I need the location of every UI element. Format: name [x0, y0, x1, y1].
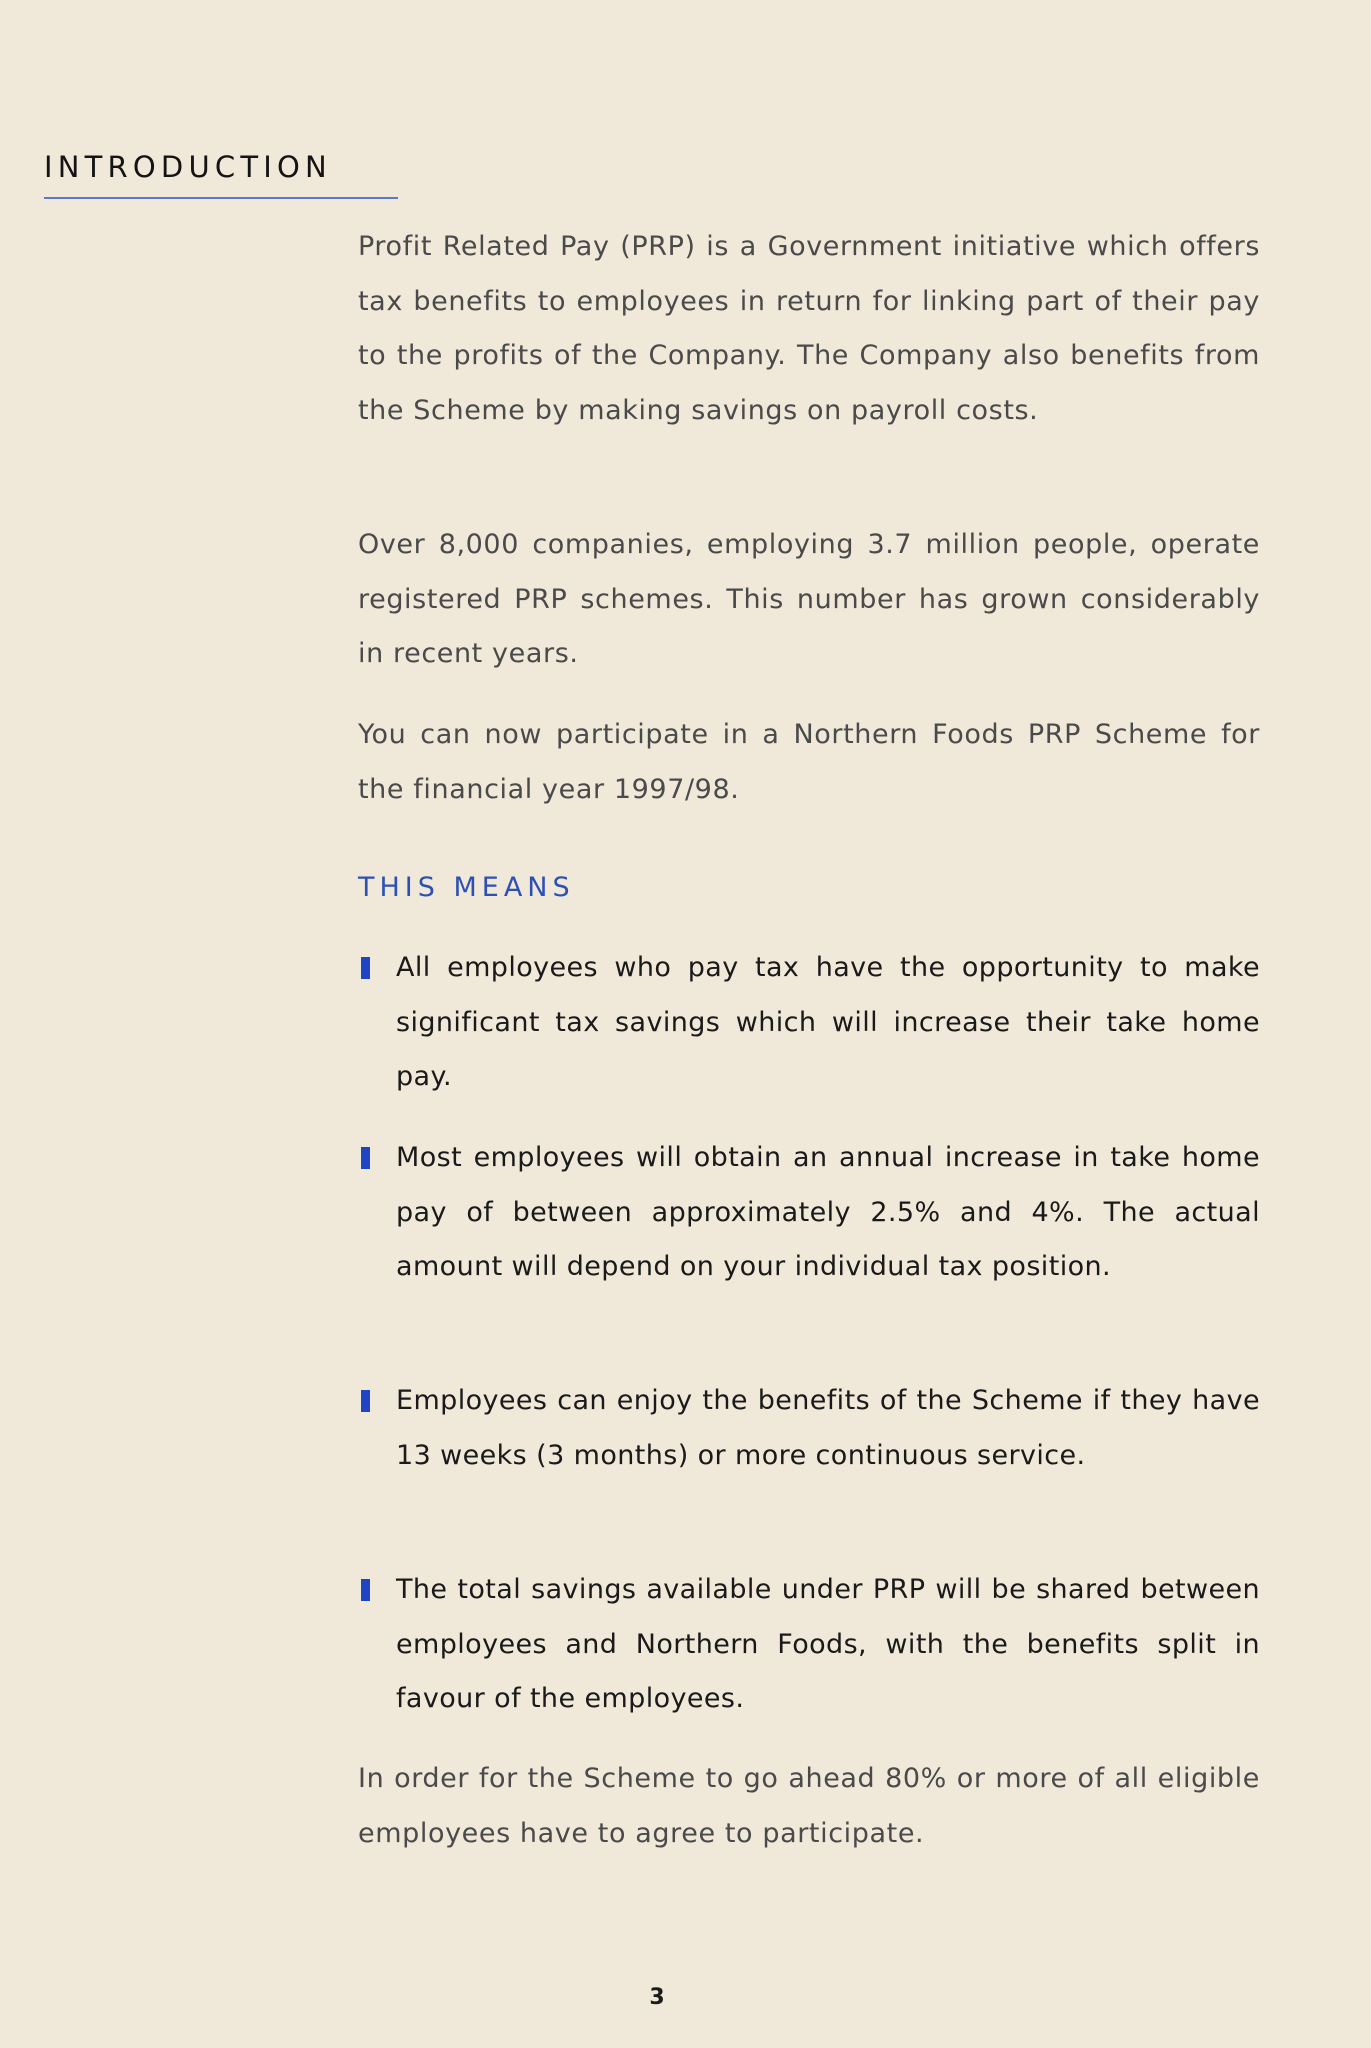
paragraph-2-block	[358, 518, 1260, 682]
paragraph-3-block	[358, 708, 1260, 817]
bullet-bar-icon	[361, 1579, 370, 1601]
bullet-bar-icon	[361, 1390, 370, 1412]
bullet-text: The total savings available under PRP will be shared between employees and Northern Foods, with the benefits split in favour of the employees.	[396, 1574, 1260, 1714]
paragraph-2: Over 8,000 companies, employing 3.7 million people, operate registered PRP schemes. This number has grown considerably in recent years.	[358, 529, 1260, 669]
title-underline	[44, 197, 398, 199]
closing-block	[358, 1752, 1260, 1861]
paragraph-3: You can now participate in a Northern Foods PRP Scheme for the financial year 1997/98.	[358, 719, 1260, 805]
page-number: 3	[649, 1985, 665, 2010]
paragraph-1: Profit Related Pay (PRP) is a Government initiative which offers tax benefits to employees in return for linking part of their pay to the profits of the Company. The Company also benefits from the Scheme by making savings on payroll costs.	[358, 231, 1260, 426]
bullet-text: Most employees will obtain an annual increase in take home pay of between approximately 2.5% and 4%. The actual amount will depend on your individual tax position.	[396, 1142, 1260, 1282]
bullet-item	[358, 1374, 1260, 1483]
paragraph-1-block	[358, 220, 1260, 438]
bullet-item	[358, 941, 1260, 1105]
bullet-text: Employees can enjoy the benefits of the Scheme if they have 13 weeks (3 months) or more continuous service.	[396, 1385, 1260, 1471]
bullet-item	[358, 1563, 1260, 1727]
bullet-bar-icon	[361, 1147, 370, 1169]
subheading: THIS MEANS	[358, 872, 575, 903]
bullet-item	[358, 1131, 1260, 1295]
bullet-bar-icon	[361, 957, 370, 979]
section-title: INTRODUCTION	[44, 150, 332, 184]
closing-paragraph: In order for the Scheme to go ahead 80% or more of all eligible employees have to agree to participate.	[358, 1763, 1260, 1849]
bullet-text: All employees who pay tax have the opportunity to make significant tax savings which will increase their take home pay.	[396, 952, 1260, 1092]
